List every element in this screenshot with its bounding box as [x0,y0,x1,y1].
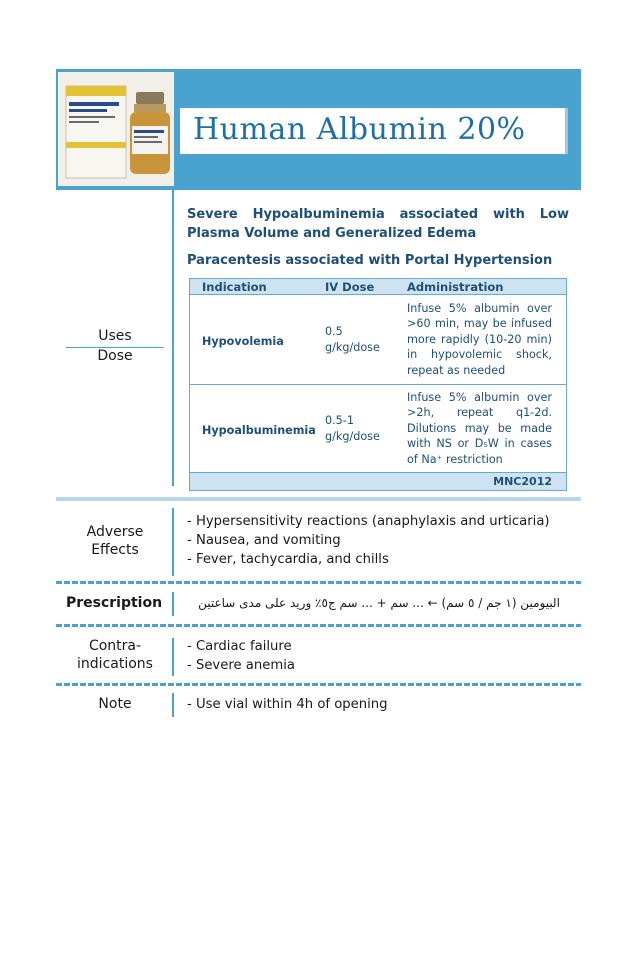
column-divider-prescription [172,592,174,616]
row-administration: Infuse 5% albumin over >60 min, may be infused more rapidly (10-20 min) in hypovolemic shock, repeat as needed [407,301,552,377]
row-administration: Infuse 5% albumin over >2h, repeat q1-2d. Dilutions may be made with NS or D₅W in cases of Na⁺ restriction [407,390,552,466]
header-indication: Indication [190,279,326,295]
contra-label-line2: indications [77,656,153,672]
uses-label: Uses [98,328,132,344]
note-item: - Use vial within 4h of opening [187,697,388,712]
section-separator [56,683,581,686]
note-label: Note [98,696,132,712]
indication-paragraph-2: Paracentesis associated with Portal Hypertension [187,253,553,268]
indication-paragraph-1: Severe Hypoalbuminemia associated with Low Plasma Volume and Generalized Edema [187,207,569,241]
column-divider-adverse [172,508,174,576]
albumin-vial-image [58,72,174,186]
title-box-border [565,108,568,154]
adverse-label-line2: Effects [91,542,139,558]
dose-table [189,278,567,491]
row-indication: Hypovolemia [202,334,284,348]
page-title: Human Albumin 20% [193,112,526,147]
contra-label-line1: Contra- [88,638,142,654]
header-administration: Administration [407,279,567,295]
section-separator [56,624,581,627]
prescription-label: Prescription [65,595,163,611]
contra-item: - Severe anemia [187,658,295,673]
table-row [190,295,567,385]
table-row [190,385,567,473]
adverse-item: - Fever, tachycardia, and chills [187,552,389,567]
row-dose: 0.5 g/kg/dose [325,324,380,354]
product-photo [58,72,174,186]
prescription-arabic: البيومين (١ جم / ٥ سم) ← ... سم + ... سم ج٥٪ وريد على مدى ساعتين [198,596,560,610]
row-indication: Hypoalbuminemia [202,423,316,437]
column-divider-uses [172,190,174,486]
section-separator [56,497,581,501]
column-divider-contra [172,638,174,676]
header-iv-dose: IV Dose [325,279,407,295]
row-dose: 0.5-1 g/kg/dose [325,413,380,443]
title-box [180,108,568,154]
section-separator [56,581,581,584]
adverse-label-line1: Adverse [86,524,144,540]
column-divider-note [172,693,174,717]
dose-table-footer [190,473,567,491]
dose-table-header [190,279,567,295]
contra-item: - Cardiac failure [187,639,292,654]
table-source: MNC2012 [190,473,567,491]
adverse-item: - Hypersensitivity reactions (anaphylaxis and urticaria) [187,514,550,529]
dose-label: Dose [97,348,133,364]
adverse-item: - Nausea, and vomiting [187,533,341,548]
